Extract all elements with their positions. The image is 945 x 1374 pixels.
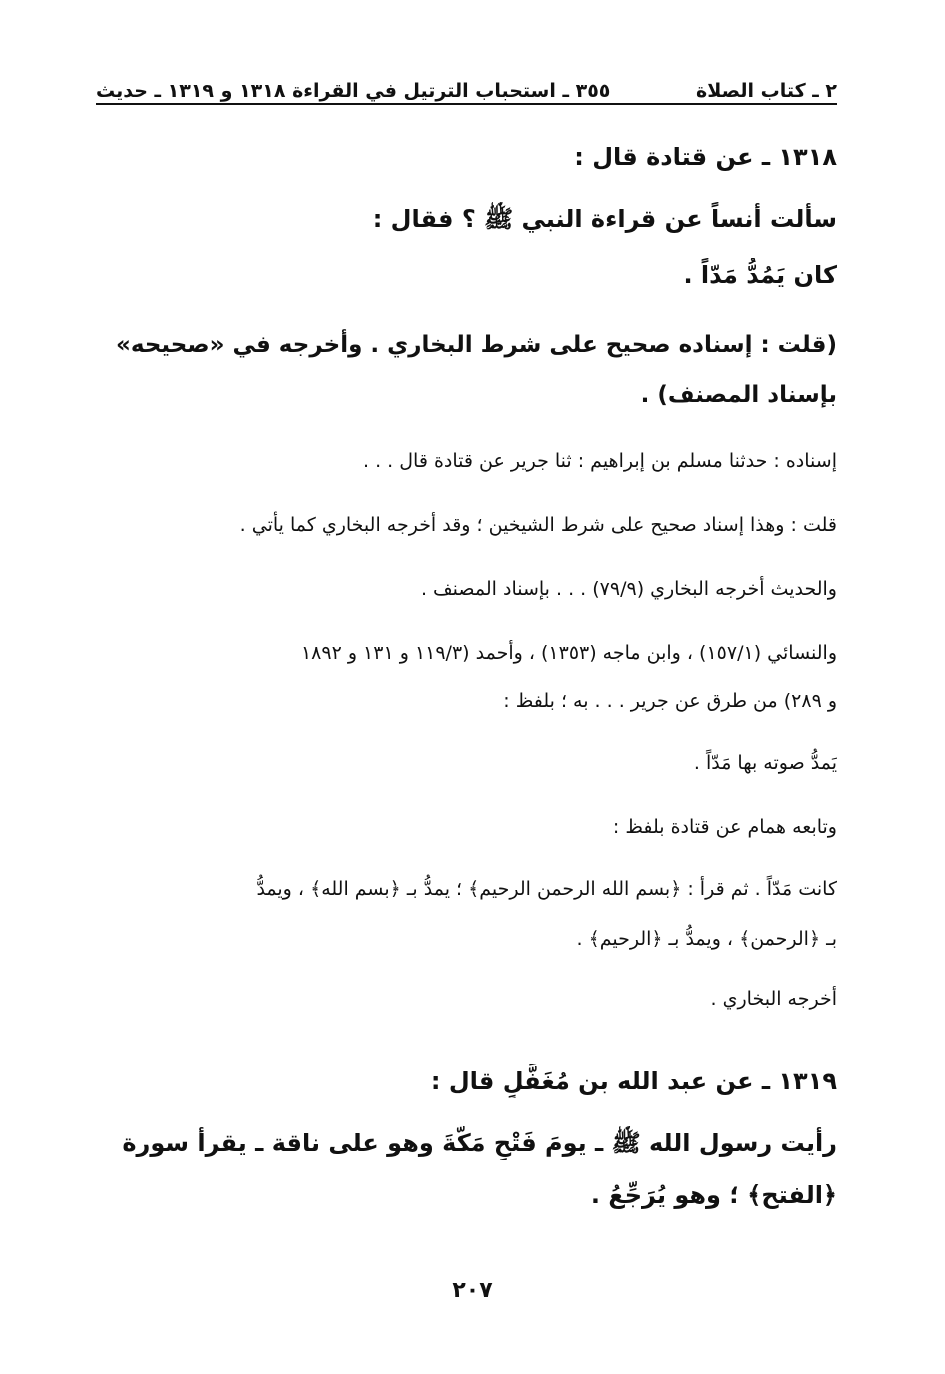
hadith-1319-heading: ١٣١٩ ـ عن عبد الله بن مُغَفَّلٍ قال : xyxy=(430,1067,837,1095)
hadith-1319-text-line-2: ﴿الفتح﴾ ؛ وهو يُرَجِّعُ . xyxy=(590,1181,837,1209)
takhrij-line-3: و ٢٨٩) من طرق عن جرير . . . به ؛ بلفظ : xyxy=(503,690,837,712)
mutaba-line: وتابعه همام عن قتادة بلفظ : xyxy=(612,816,837,838)
hadith-1318-text-line-2: كان يَمُدُّ مَدّاً . xyxy=(683,261,837,289)
hadith-1319-text-line-1: رأيت رسول الله ﷺ ـ يومَ فَتْحِ مَكَّةَ وهو على ناقة ـ يقرأ سورة xyxy=(122,1129,837,1157)
commentary-line: قلت : وهذا إسناد صحيح على شرط الشيخين ؛ وقد أخرجه البخاري كما يأتي . xyxy=(239,514,837,536)
bukhari-reference: أخرجه البخاري . xyxy=(710,988,837,1010)
narration-wording: يَمدُّ صوته بها مَدّاً . xyxy=(693,752,837,774)
mutaba-text-line-2: بـ ﴿الرحمن﴾ ، ويمدُّ بـ ﴿الرحيم﴾ . xyxy=(576,928,837,950)
editor-note-line-2: بإسناد المصنف) . xyxy=(640,382,837,408)
takhrij-line-1: والحديث أخرجه البخاري (٧٩/٩) . . . بإسناد المصنف . xyxy=(420,578,837,600)
hadith-1318-text-line-1: سألت أنساً عن قراءة النبي ﷺ ؟ فقال : xyxy=(372,205,837,233)
hadith-1318-heading: ١٣١٨ ـ عن قتادة قال : xyxy=(574,143,837,171)
header-divider xyxy=(96,103,837,105)
header-chapter: ٢ ـ كتاب الصلاة xyxy=(696,80,837,102)
page-number: ٢٠٧ xyxy=(452,1278,493,1303)
page-header xyxy=(96,60,837,102)
isnad-line: إسناده : حدثنا مسلم بن إبراهيم : ثنا جرير عن قتادة قال . . . xyxy=(363,450,837,472)
header-section: ٣٥٥ ـ استحباب الترتيل في القراءة ١٣١٨ و ١٣١٩ ـ حديث xyxy=(96,80,611,102)
mutaba-text-line-1: كانت مَدّاً . ثم قرأ : ﴿بسم الله الرحمن الرحيم﴾ ؛ يمدُّ بـ ﴿بسم الله﴾ ، ويمدُّ xyxy=(256,878,837,900)
editor-note-line-1: (قلت : إسناده صحيح على شرط البخاري . وأخرجه في «صحيحه» xyxy=(116,332,837,358)
takhrij-line-2: والنسائي (١٥٧/١) ، وابن ماجه (١٣٥٣) ، وأحمد (١١٩/٣ و ١٣١ و ١٨٩٢ xyxy=(300,642,837,664)
